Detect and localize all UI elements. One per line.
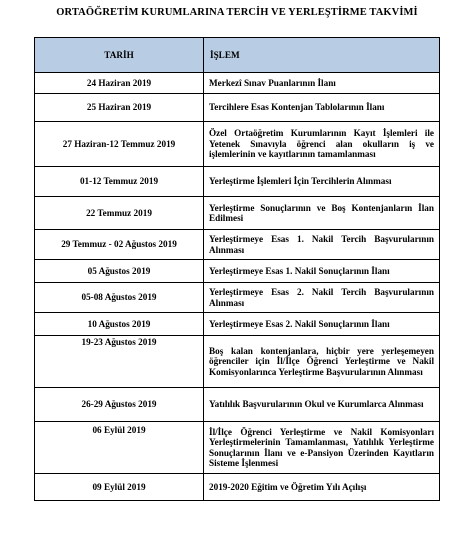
table-row <box>35 167 440 197</box>
table-row <box>35 313 440 336</box>
row-date: 25 Haziran 2019 <box>35 94 204 122</box>
row-date: 22 Temmuz 2019 <box>35 197 204 230</box>
row-operation: İl/İlçe Öğrenci Yerleştirme ve Nakil Komisyonları Yerleştirmelerinin Tamamlanması, Yatılılık Yerleştirme Sonuçlarının İlanı ve e-Pansiyon Üzerinden Kayıtların Sisteme İşlenmesi <box>204 422 440 474</box>
row-date: 24 Haziran 2019 <box>35 73 204 94</box>
row-operation: Yerleştirmeye Esas 1. Nakil Sonuçlarının İlanı <box>204 260 440 283</box>
table-row <box>35 260 440 283</box>
header-date: TARİH <box>35 38 204 73</box>
table-row <box>35 73 440 94</box>
row-date: 06 Eylül 2019 <box>35 422 204 474</box>
row-date: 19-23 Ağustos 2019 <box>35 336 204 388</box>
row-date: 01-12 Temmuz 2019 <box>35 167 204 197</box>
row-operation: Yerleştirme Sonuçlarının ve Boş Kontenjanların İlan Edilmesi <box>204 197 440 230</box>
row-operation: Yerleştirmeye Esas 1. Nakil Tercih Başvurularının Alınması <box>204 230 440 260</box>
table-header-row <box>35 38 440 73</box>
row-date: 29 Temmuz - 02 Ağustos 2019 <box>35 230 204 260</box>
row-date: 05-08 Ağustos 2019 <box>35 283 204 313</box>
row-operation: Özel Ortaöğretim Kurumlarının Kayıt İşlemleri ile Yetenek Sınavıyla öğrenci alan okulların iş ve işlemlerinin ve kayıtlarının tamamlanması <box>204 122 440 167</box>
row-operation: Yerleştirmeye Esas 2. Nakil Tercih Başvurularının Alınması <box>204 283 440 313</box>
table-row <box>35 122 440 167</box>
table-row <box>35 197 440 230</box>
header-operation: İŞLEM <box>204 38 440 73</box>
row-operation: 2019-2020 Eğitim ve Öğretim Yılı Açılışı <box>204 474 440 501</box>
row-operation: Yerleştirme İşlemleri İçin Tercihlerin Alınması <box>204 167 440 197</box>
row-operation: Merkezî Sınav Puanlarının İlanı <box>204 73 440 94</box>
row-date: 27 Haziran-12 Temmuz 2019 <box>35 122 204 167</box>
table-row <box>35 336 440 388</box>
row-operation: Yerleştirmeye Esas 2. Nakil Sonuçlarının İlanı <box>204 313 440 336</box>
table-row <box>35 474 440 501</box>
row-operation: Tercihlere Esas Kontenjan Tablolarının İlanı <box>204 94 440 122</box>
row-date: 10 Ağustos 2019 <box>35 313 204 336</box>
table-row <box>35 283 440 313</box>
schedule-table <box>34 37 440 501</box>
page-title: ORTAÖĞRETİM KURUMLARINA TERCİH VE YERLEŞTİRME TAKVİMİ <box>56 7 418 18</box>
row-date: 26-29 Ağustos 2019 <box>35 388 204 422</box>
table-row <box>35 388 440 422</box>
table-row <box>35 230 440 260</box>
table-row <box>35 422 440 474</box>
row-date: 09 Eylül 2019 <box>35 474 204 501</box>
table-row <box>35 94 440 122</box>
row-date: 05 Ağustos 2019 <box>35 260 204 283</box>
row-operation: Boş kalan kontenjanlara, hiçbir yere yerleşemeyen öğrenciler için İl/İlçe Öğrenci Yerleştirme ve Nakil Komisyonlarınca Yerleştirme Başvurularının Alınması <box>204 336 440 388</box>
row-operation: Yatılılık Başvurularının Okul ve Kurumlarca Alınması <box>204 388 440 422</box>
